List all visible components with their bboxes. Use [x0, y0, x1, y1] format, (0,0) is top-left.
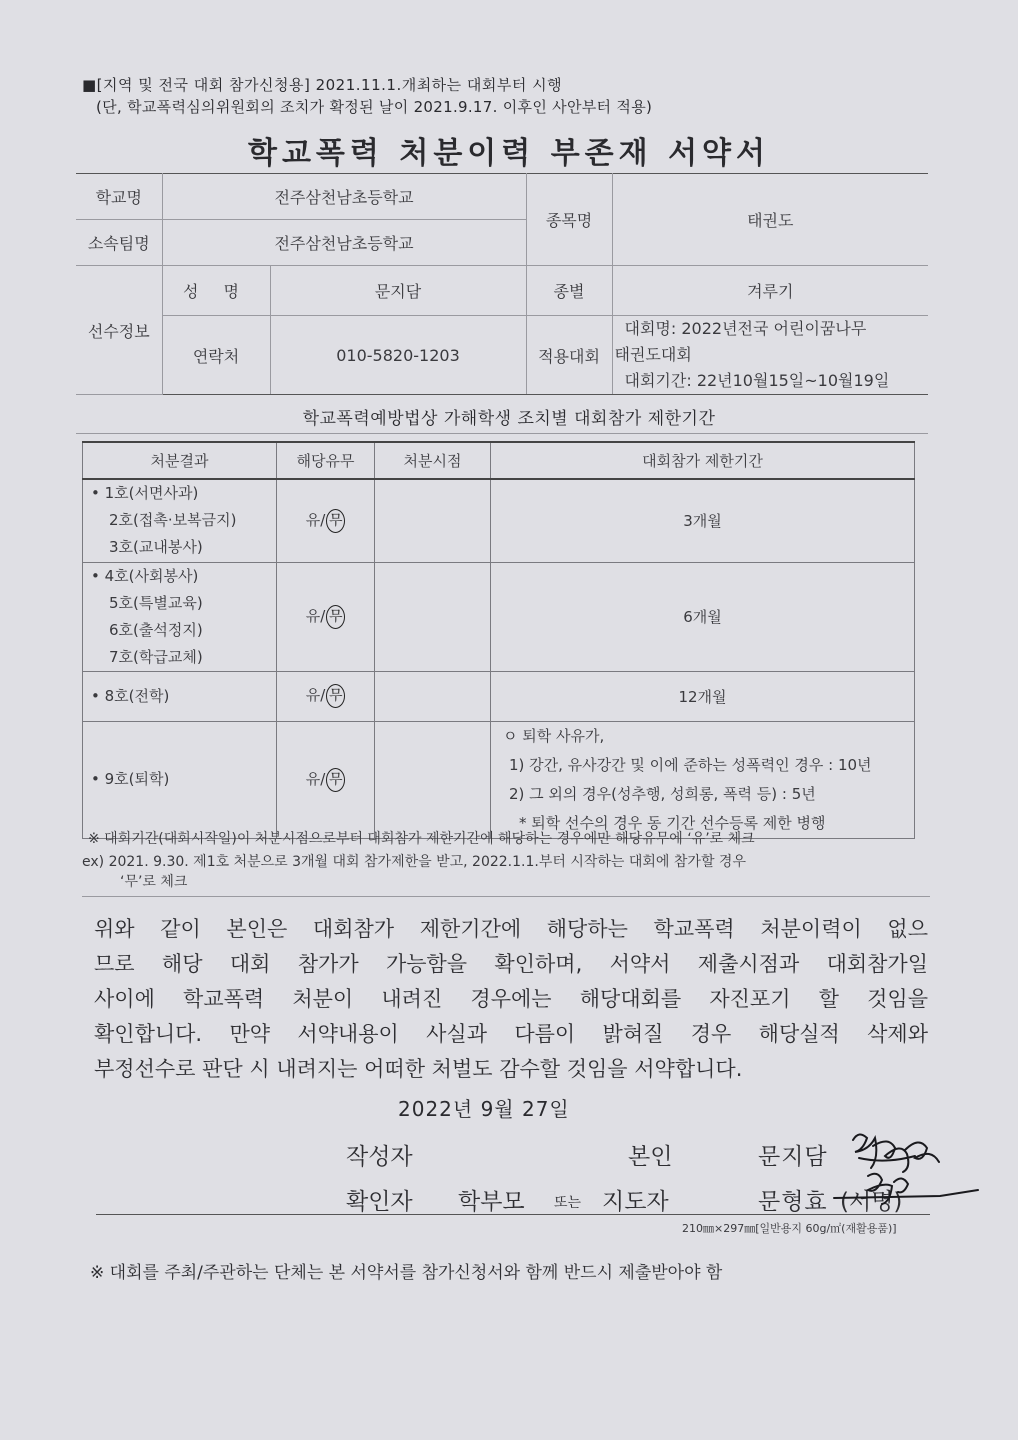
- confirmer-label: 확인자: [346, 1189, 413, 1215]
- yes-option: 유/: [305, 769, 326, 788]
- parent-label: 학부모: [458, 1189, 525, 1215]
- notes-divider: [82, 896, 930, 897]
- list-item: • 8호(전학): [91, 686, 170, 705]
- expulsion-note: ㅇ 퇴학 사유가,: [503, 726, 605, 745]
- footer-note: ※ 대회를 주최/주관하는 단체는 본 서약서를 참가신청서와 함께 반드시 제출받아야 함: [90, 1263, 723, 1283]
- applicable-check[interactable]: [277, 562, 375, 671]
- table-row: [83, 479, 915, 562]
- list-item: 5호(특별교육): [109, 593, 203, 612]
- applicable-check[interactable]: [277, 671, 375, 721]
- subtitle-divider: [76, 433, 928, 434]
- pledge-line: 므로 해당 대회 참가가 가능함을 확인하며, 서약서 제출시점과 대회참가일: [94, 952, 928, 976]
- competition-details: [612, 316, 928, 395]
- yes-option: 유/: [305, 606, 326, 625]
- restriction-period: 12개월: [491, 671, 915, 721]
- list-item: 7호(학급교체): [109, 647, 203, 666]
- disposition-table: [82, 441, 915, 839]
- yes-option: 유/: [305, 686, 326, 704]
- info-table: [76, 173, 928, 395]
- pledge-line: 부정선수로 판단 시 내려지는 어떠한 처벌도 감수할 것임을 서약합니다.: [94, 1057, 743, 1081]
- table-row: [83, 721, 915, 838]
- table-row: [83, 671, 915, 721]
- competition-label: 적용대회: [526, 316, 612, 395]
- restriction-subtitle: 학교폭력예방법상 가해학생 조치별 대회참가 제한기간: [302, 409, 716, 429]
- restriction-period: 6개월: [491, 562, 915, 671]
- school-value: 전주삼천남초등학교: [162, 174, 526, 220]
- expulsion-note: * 퇴학 선수의 경우 동 기간 선수등록 제한 병행: [519, 813, 826, 832]
- pledge-line: 확인합니다. 만약 서약내용이 사실과 다름이 밝혀질 경우 해당실적 삭제와: [94, 1022, 928, 1046]
- col-header-result: 처분결과: [83, 442, 277, 479]
- expulsion-note: 2) 그 외의 경우(성추행, 성희롱, 폭력 등) : 5년: [509, 784, 816, 803]
- pledge-line: 사이에 학교폭력 처분이 내려진 경우에는 해당대회를 자진포기 할 것임을: [94, 987, 928, 1011]
- competition-name-line2: 태권도대회: [614, 345, 692, 364]
- col-header-applicable: 해당유무: [277, 442, 375, 479]
- team-label: 소속팀명: [76, 220, 162, 266]
- no-option-circled: 무: [326, 684, 345, 708]
- list-item: • 9호(퇴학): [91, 770, 170, 788]
- confirmer-name: 문형효: [758, 1189, 828, 1215]
- header-line-1: ■[지역 및 전국 대회 참가신청용] 2021.11.1.개최하는 대회부터 시행: [82, 76, 563, 94]
- expulsion-notes: [491, 721, 915, 838]
- list-item: 3호(교내봉사): [109, 538, 203, 557]
- header-line-2: (단, 학교폭력심의위원회의 조치가 확정된 날이 2021.9.17. 이후인 사안부터 적용): [96, 98, 653, 116]
- name-label: 성 명: [162, 266, 270, 316]
- event-label: 종목명: [526, 174, 612, 266]
- expulsion-note: 1) 강간, 유사강간 및 이에 준하는 성폭력인 경우 : 10년: [509, 755, 872, 774]
- restriction-period: 3개월: [491, 479, 915, 562]
- list-item: • 1호(서면사과): [91, 484, 199, 503]
- competition-name-line1: 대회명: 2022년전국 어린이꿈나무: [624, 319, 867, 338]
- no-option-circled: 무: [326, 509, 345, 533]
- team-value: 전주삼천남초등학교: [162, 220, 526, 266]
- or-label: 또는: [554, 1195, 582, 1211]
- example-note-continued: ‘무’로 체크: [120, 874, 188, 890]
- self-label: 본인: [628, 1144, 673, 1170]
- list-item: 2호(접촉·보복금지): [109, 511, 237, 530]
- sign-mark: (서명): [840, 1189, 903, 1215]
- confirmer-signature-icon: [830, 1168, 980, 1218]
- no-option-circled: 무: [326, 768, 345, 792]
- pledge-date: 2022년 9월 27일: [398, 1097, 570, 1121]
- col-header-restriction-period: 대회참가 제한기간: [491, 442, 915, 479]
- writer-label: 작성자: [346, 1144, 413, 1170]
- writer-name: 문지담: [758, 1144, 828, 1170]
- paper-spec: 210㎜×297㎜[일반용지 60g/㎡(재활용품)]: [682, 1222, 897, 1235]
- player-info-label: 선수정보: [76, 266, 162, 395]
- competition-period: 대회기간: 22년10월15일~10월19일: [624, 371, 890, 390]
- disposition-list: [83, 562, 277, 671]
- applicable-check[interactable]: [277, 479, 375, 562]
- category-value: 겨루기: [612, 266, 928, 316]
- disposition-date-cell[interactable]: [375, 721, 491, 838]
- pledge-text: [94, 912, 928, 1087]
- list-item: • 4호(사회봉사): [91, 566, 199, 585]
- yes-option: 유/: [305, 510, 326, 529]
- table-row: [83, 562, 915, 671]
- disposition-date-cell[interactable]: [375, 562, 491, 671]
- school-label: 학교명: [76, 174, 162, 220]
- contact-label: 연락처: [162, 316, 270, 395]
- col-header-disposition-date: 처분시점: [375, 442, 491, 479]
- disposition-list: [83, 721, 277, 838]
- example-note: ex) 2021. 9.30. 제1호 처분으로 3개월 대회 참가제한을 받고, 2022.1.1.부터 시작하는 대회에 참가할 경우: [82, 854, 746, 870]
- check-instruction-note: ※ 대회기간(대회시작일)이 처분시점으로부터 대회참가 제한기간에 해당하는 경우에만 해당유무에 ‘유’로 체크: [88, 831, 755, 847]
- contact-value: 010-5820-1203: [270, 316, 526, 395]
- coach-label: 지도자: [602, 1189, 669, 1215]
- category-label: 종별: [526, 266, 612, 316]
- applicable-check[interactable]: [277, 721, 375, 838]
- event-value: 태권도: [612, 174, 928, 266]
- footer-divider: [96, 1214, 930, 1215]
- pledge-line: 위와 같이 본인은 대회참가 제한기간에 해당하는 학교폭력 처분이력이 없으: [94, 917, 928, 941]
- disposition-list: [83, 671, 277, 721]
- disposition-date-cell[interactable]: [375, 479, 491, 562]
- page-title: 학교폭력 처분이력 부존재 서약서: [247, 136, 771, 171]
- disposition-list: [83, 479, 277, 562]
- disposition-date-cell[interactable]: [375, 671, 491, 721]
- name-value: 문지담: [270, 266, 526, 316]
- list-item: 6호(출석정지): [109, 620, 203, 639]
- no-option-circled: 무: [326, 605, 345, 629]
